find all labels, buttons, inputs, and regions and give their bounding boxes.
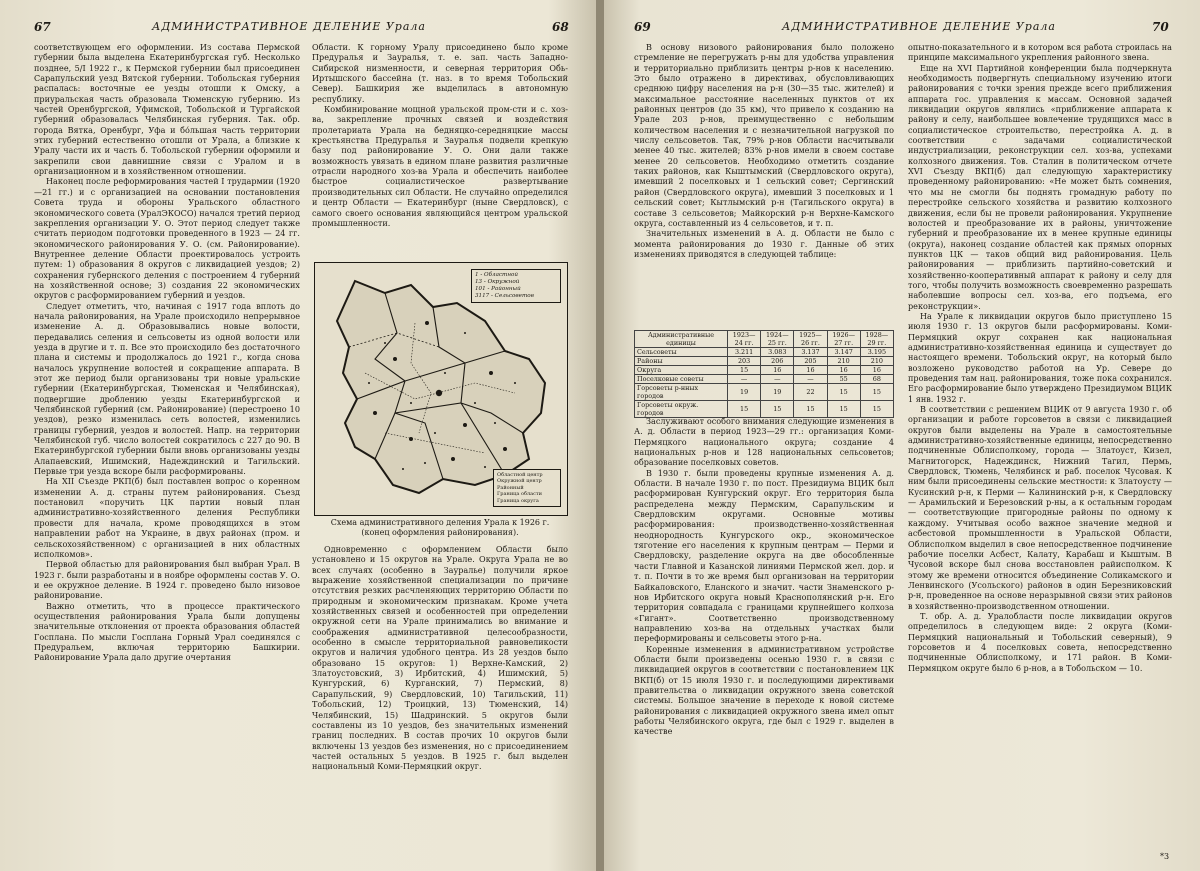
left-page	[0, 0, 596, 871]
table-cell: 3.083	[761, 348, 794, 357]
table-cell: 15	[827, 401, 860, 418]
text-column-3-bottom	[634, 416, 894, 737]
table-cell: 55	[827, 375, 860, 384]
table-cell: 210	[827, 357, 860, 366]
paragraph: Наконец после реформирования частей I трудармии (1920—21 гг.) и с организацией на основании постановления Совета труда и обороны Уральского областного экономического совета (УралЭКОСО) начался третий период закрепления организации У. О. Этот период следует также считать периодом подготовки проведенного в 1923 — 24 гг. экономического районирования У. О. (см. Районирование). Внутреннее деление Области проектировалось устроить путем: 1) образования 8 округов с ликвидацией уездов; 2) сохранения губернского деления с построением 4 губерний на хозяйственной основе; 3) создания 22 экономических округов с расформированием губерний и уездов.	[34, 176, 300, 301]
paragraph: Заслуживают особого внимания следующие изменения в А. д. Области в период 1923—29 гг.: организация Коми-Пермяцкого национального округа; создание 4 национальных р-нов и 128 национальных сельсоветов; образование поселковых советов.	[634, 416, 894, 468]
paragraph: В основу низового районирования было положено стремление не перегружать р-ны для удобства управления и территориально приблизить центры р-нов к населению. Это было отражено в директивах, обусловливающих среднюю цифру населения на р-н (30—35 тыс. жителей) и максимальное расстояние населенных пунктов от их районных центров (до 35 км), что привело к созданию на Урале 203 р-нов, преимущественно с небольшим количеством населения и с незначительной нагрузкой по числу сельсоветов. Так, 79% р-нов Области насчитывали менее 40 тыс. жителей; 83% р-нов имели в своем составе менее 20 сельсоветов. Необходимо отметить создание таких районов, как Кыштымский (Свердловского округа), имевший 2 поселковых и 1 сельский совет; Сергинский район (Свердловского округа), имевший 3 поселковых и 1 сельский совет; Кытлымский р-н (Тагильского округа) в составе 3 сельсоветов; Майкорский р-н Верхне-Камского округа, составленный из 4 сельсоветов, и т. п.	[634, 42, 894, 228]
table-cell: 15	[860, 401, 893, 418]
table-cell: 15	[761, 401, 794, 418]
table-cell: Горсоветы окруж. городов	[635, 401, 728, 418]
legend-item: Областной центр	[497, 471, 543, 478]
table-header-cell: 1925—26 гг.	[794, 331, 827, 348]
legend-item: Граница области	[497, 491, 543, 498]
legend-item: 1 - Областной	[475, 272, 518, 278]
table-row	[635, 401, 894, 418]
paragraph: опытно-показательного и в котором вся работа строилась на принципе максимального укрепления районного звена.	[908, 42, 1172, 63]
table-cell: —	[794, 375, 827, 384]
admin-units-table	[634, 330, 894, 418]
table-cell: 206	[761, 357, 794, 366]
legend-item: 3117 - Сельсоветов	[475, 293, 534, 299]
paragraph: В 1930 г. были проведены крупные изменения А. д. Области. В начале 1930 г. по пост. Президиума ВЦИК был расформирован Кунгурский округ. Его территория была распределена между Пермским, Сарапульским и Свердловским округами. Основные мотивы расформирования: производственно-хозяйственная неоднородность Кунгурского окр., экономическое тяготение его населения к крупным центрам — Перми и Свердловску, разделение округа на две обособленные части Главной и Казанской линиями Пермской жел. дор. и т. п. Почти в то же время был организован на территории Байкаловского, Еланского и значит. части Знаменского р-нов Ирбитского округа новый Краснополянский р-н. Его территория совпадала с границами крупнейшего колхоза «Гигант». Соответственно производственному направлению хоз-ва на отдельных участках были переформированы и сельсоветы этого р-на.	[634, 467, 894, 644]
paragraph: Следует отметить, что, начиная с 1917 года вплоть до начала районирования, на Урале происходило непрерывное изменение А. д. Образовывались новые волости, передавались селения и сельсоветы из одной волости или уезда в другие и т. п. Все это происходило без достаточного плана и системы и продолжалось до 1921 г., когда снова началось укрупнение волостей и сокращение аппарата. В этот же период были организованы три новые уральские губернии (Екатеринбургская, Тюменская и Челябинская), подвергшие дроблению уезды Екатеринбургской и Челябинской губерний (см. Районирование) (перестроено 10 уездов), резко изменилась сеть волостей, изменились границы губерний, уездов и волостей. Напр. на территории Челябинской губ. число волостей сократилось с 227 до 90. В Екатеринбургской губернии были вновь организованы уезды Алапаевский, Ишимский, Надеждинский и Тагильский. Первые три уезда вскоре были расформированы.	[34, 300, 300, 477]
table-cell: 3.147	[827, 348, 860, 357]
table-header-cell: 1924—25 гг.	[761, 331, 794, 348]
table-cell: 3.137	[794, 348, 827, 357]
table-cell: Горсоветы р-нных городов	[635, 384, 728, 401]
table-cell: 205	[794, 357, 827, 366]
table-cell: 22	[794, 384, 827, 401]
text-column-2-bottom	[312, 544, 568, 772]
page-number: 70	[1152, 20, 1169, 34]
text-column-2-top	[312, 42, 568, 228]
table-cell: —	[728, 375, 761, 384]
paragraph: На XII Съезде РКП(б) был поставлен вопрос о коренном изменении А. д. страны путем районирования. Съезд постановил «поручить ЦК партии новый план административно-хозяйственного деления Республики провести для начала, кроме проводящихся в этом направлении работ на Украине, в двух районах (пром. и сельскохозяйственном) с организацией в них областных исполкомов».	[34, 476, 300, 559]
table-cell: 15	[728, 366, 761, 375]
table-header-cell: 1923—24 гг.	[728, 331, 761, 348]
table-row	[635, 357, 894, 366]
table-row	[635, 366, 894, 375]
text-column-1	[34, 42, 300, 663]
table-header-cell: Административные единицы	[635, 331, 728, 348]
table-cell: 15	[827, 384, 860, 401]
table-cell: 68	[860, 375, 893, 384]
table-cell: 19	[761, 384, 794, 401]
legend-item: 101 - Районный	[475, 286, 521, 292]
table-cell: 16	[794, 366, 827, 375]
map-legend	[471, 269, 561, 303]
table-cell: 16	[761, 366, 794, 375]
caption-line: (конец оформления районирования).	[361, 528, 519, 537]
paragraph: соответствующем его оформлении. Из состава Пермской губернии была выделена Екатеринбургская губ. Несколько позднее, 5/I 1922 г., к Пермской губернии был присоединен Сарапульский уезд Вятской губернии. Тобольская губерния распалась: восточные ее уезды отошли к Омску, а приуральская часть образовала Тюменскую губернию. Из частей Оренбургской, Уфимской, Тобольской и Тургайской губерний образовалась Челябинская губерния. Так. обр. города Вятка, Оренбург, Уфа и бо́льшая часть территории этих губерний естественно отошли от Урала, а близкие к Уралу части их и часть б. Тобольской губернии оформили и закрепили свои давнишние связи с Уралом и в организационном и в хозяйственном отношении.	[34, 42, 300, 177]
printer-signature-mark: *3	[1160, 852, 1170, 861]
text-column-3-top	[634, 42, 894, 259]
map-legend-symbols	[493, 469, 561, 507]
legend-item: Граница округа	[497, 497, 539, 504]
paragraph: В соответствии с решением ВЦИК от 9 августа 1930 г. об организации и работе горсоветов в связи с ликвидацией округов были выделены на Урале в самостоятельные административно-хозяйственные единицы, непосредственно подчиненные Облисполкому, города — Златоуст, Кизел, Магнитогорск, Надеждинск, Нижний Тагил, Пермь, Свердловск, Тюмень, Челябинск и раб. поселок Чусовая. К ним были присоединены сельские местности: к Златоусту — Кусинский р-н, к Перми — Калининский р-н, к Свердловску — Арамильский и Березовский р-ны, а к остальным городам — соответствующие пригородные районы по одному к каждому. Учитывая особо важное значение медной и асбестовой промышленности в Уральской Области, Облисполком выделил в свое непосредственное подчинение рабочие поселки Асбест, Калату, Карабаш и Кыштым. В Чусовой вскоре был снова восстановлен райисполком. К этому же времени относится объединение Соликамского и Ленвинского (Усольского) районов в один Березниковский р-н, проведенное на основе неразрывной связи этих районов в хозяйственно-производственном отношении.	[908, 404, 1172, 611]
page-number: 67	[34, 20, 51, 34]
table-cell: 15	[728, 401, 761, 418]
right-page	[604, 0, 1200, 871]
paragraph: Коренные изменения в административном устройстве Области были произведены осенью 1930 г. в связи с ликвидацией округов в соответствии с постановлением ЦК ВКП(б) от 15 июля 1930 г. и последующими директивами правительства о ликвидации окружного звена советской системы. Большое значение в переходе к новой системе районирования с ликвидацией окружного звена имел опыт работы Челябинского округа, где был с 1929 г. выделен в качестве	[634, 643, 894, 737]
table-cell: 3.195	[860, 348, 893, 357]
paragraph: Комбинирование мощной уральской пром-сти и с. хоз-ва, закрепление прочных связей и воздействия пролетариата Урала на бедняцко-середняцкие массы крестьянства Предуралья и Зауралья подвели крепкую базу под районирование У. О. Они дали также возможность увязать в едином плане развития различные отрасли народного хоз-ва Урала и обеспечить наиболее быстрое социалистическое развертывание производительных сил Области. Не случайно определился и центр Области — Екатеринбург (ныне Свердловск), с самого своего основания являющийся центром уральской промышленности.	[312, 104, 568, 228]
table-row	[635, 384, 894, 401]
paragraph: Т. обр. А. д. Уралобласти после ликвидации округов определилось в следующем виде: 2 округа (Коми-Пермяцкий национальный и Тобольский северный), 9 горсоветов и 4 поселковых совета, непосредственно подчиненные Облисполкому, и 171 район. В Коми-Пермяцком округе было 6 р-нов, а в Тобольском — 10.	[908, 610, 1172, 673]
legend-item: 13 - Окружной	[475, 279, 520, 285]
paragraph: Значительных изменений в А. д. Области не было с момента районирования до 1930 г. Данные об этих изменениях приводятся в следующей таблице:	[634, 228, 894, 259]
table-cell: 19	[728, 384, 761, 401]
table-cell: 3.211	[728, 348, 761, 357]
book-gutter	[596, 0, 604, 871]
paragraph: Одновременно с оформлением Области было установлено и 15 округов на Урале. Округа Урала не во всех случаях (особенно в Зауралье) получили яркое выражение хозяйственной специализации по причине отсутствия резких расчленяющих территорию Области по природным и экономическим признакам. Кроме учета хозяйственных связей и особенностей при определении окружной сети на Урале принимались во внимание и соображения административной целесообразности, особенно в смысле территориальной равновеликости округов и наличия удобного центра. Из 28 уездов было образовано 15 округов: 1) Верхне-Камский, 2) Златоустовский, 3) Ирбитский, 4) Ишимский, 5) Кунгурский, 6) Курганский, 7) Пермский, 8) Сарапульский, 9) Свердловский, 10) Тагильский, 11) Тобольский, 12) Троицкий, 13) Тюменский, 14) Челябинский, 15) Шадринский. 5 округов были составлены из 10 уездов, без значительных изменений границ последних. В состав прочих 10 округов были включены 13 уездов без изменения, но с присоединением частей остальных 5 уездов. В 1925 г. был выделен национальный Коми-Пермяцкий округ.	[312, 544, 568, 772]
table-cell: 15	[794, 401, 827, 418]
legend-item: Районный	[497, 484, 524, 491]
table-cell: Районы	[635, 357, 728, 366]
paragraph: Первой областью для районирования был выбран Урал. В 1923 г. были разработаны и в ноябре оформлены состав У. О. и ее окружное деление. В 1924 г. проведено было низовое районирование.	[34, 559, 300, 601]
table-header-cell: 1928—29 гг.	[860, 331, 893, 348]
uralia-admin-map	[314, 262, 568, 516]
running-title: АДМИНИСТРАТИВНОЕ ДЕЛЕНИЕ Урала	[782, 20, 1056, 33]
page-number: 68	[552, 20, 569, 34]
table-header-cell: 1926—27 гг.	[827, 331, 860, 348]
paragraph: На Урале к ликвидации округов было приступлено 15 июля 1930 г. 13 округов были расформированы. Коми-Пермяцкий округ сохранен как национальная административно-хозяйственная единица и существует до настоящего времени. Тобольский округ, на который было возложено руководство работой на Ур. Севере до проведения там нац. районирования, тоже пока сохранился. Его расформирование было утверждено Президиумом ВЦИК 1 янв. 1932 г.	[908, 310, 1172, 404]
table-cell: Поселковые советы	[635, 375, 728, 384]
paragraph: Области. К горному Уралу присоединено было кроме Предуралья и Зауралья, т. е. зап. часть Западно-Сибирской низменности, и северная территория Обь-Иртышского бассейна (т. наз. в то время Тобольский Север). Башкирия же выделилась в автономную республику.	[312, 42, 568, 104]
table-cell: 15	[860, 384, 893, 401]
page-number: 69	[634, 20, 651, 34]
table-cell: 203	[728, 357, 761, 366]
running-title: АДМИНИСТРАТИВНОЕ ДЕЛЕНИЕ Урала	[152, 20, 426, 33]
caption-line: Схема административного деления Урала к 1926 г.	[330, 518, 550, 527]
paragraph: Важно отметить, что в процессе практического осуществления районирования Урала были допущены значительные отклонения от проекта образования областей Госплана. По мысли Госплана Горный Урал соединялся с Предуральем, включая территорию Башкирии. Районирование Урала дало другие очертания	[34, 600, 300, 663]
table-cell: 16	[860, 366, 893, 375]
table-cell: —	[761, 375, 794, 384]
legend-item: Окружной центр	[497, 478, 542, 485]
table-cell: Округа	[635, 366, 728, 375]
table-cell: Сельсоветы	[635, 348, 728, 357]
table-cell: 210	[860, 357, 893, 366]
map-caption	[312, 518, 568, 538]
table-header-row	[635, 331, 894, 348]
statistics-table-wrap	[634, 330, 894, 418]
table-row	[635, 348, 894, 357]
text-column-4	[908, 42, 1172, 673]
paragraph: Еще на XVI Партийной конференции была подчеркнута необходимость подвергнуть специальному изучению итоги районирования с точки зрения прежде всего приближения аппарата гос. управления к массам. Основной задачей ликвидации округов являлись «приближение аппарата к району и селу, наибольшее вовлечение трудящихся масс в социалистическое строительство, перестройка А. д. в соответствии с задачами социалистической индустриализации, реконструкции сел. хоз-ва, успехами колхозного движения. Тов. Сталин в политическом отчете XVI Съезду ВКП(б) дал следующую характеристику проведенному районированию: «Не может быть сомнения, что мы не смогли бы поднять громадную работу по перестройке сельского хозяйства и развитию колхозного движения, если бы не провели районирования. Укрупнение волостей и преобразование их в районы, уничтожение губерний и преобразование их в менее крупные единицы (округа), наконец создание областей как прямых опорных пунктов ЦК — таков общий вид районирования. Цель районирования — приблизить партийно-советский и хозяйственно-кооперативный аппарат к району и селу для того, чтобы получить возможность своевременно разрешать наболевшие вопросы сел. хоз-ва, его подъема, его реконструкции».	[908, 62, 1172, 311]
table-cell: 16	[827, 366, 860, 375]
table-row	[635, 375, 894, 384]
